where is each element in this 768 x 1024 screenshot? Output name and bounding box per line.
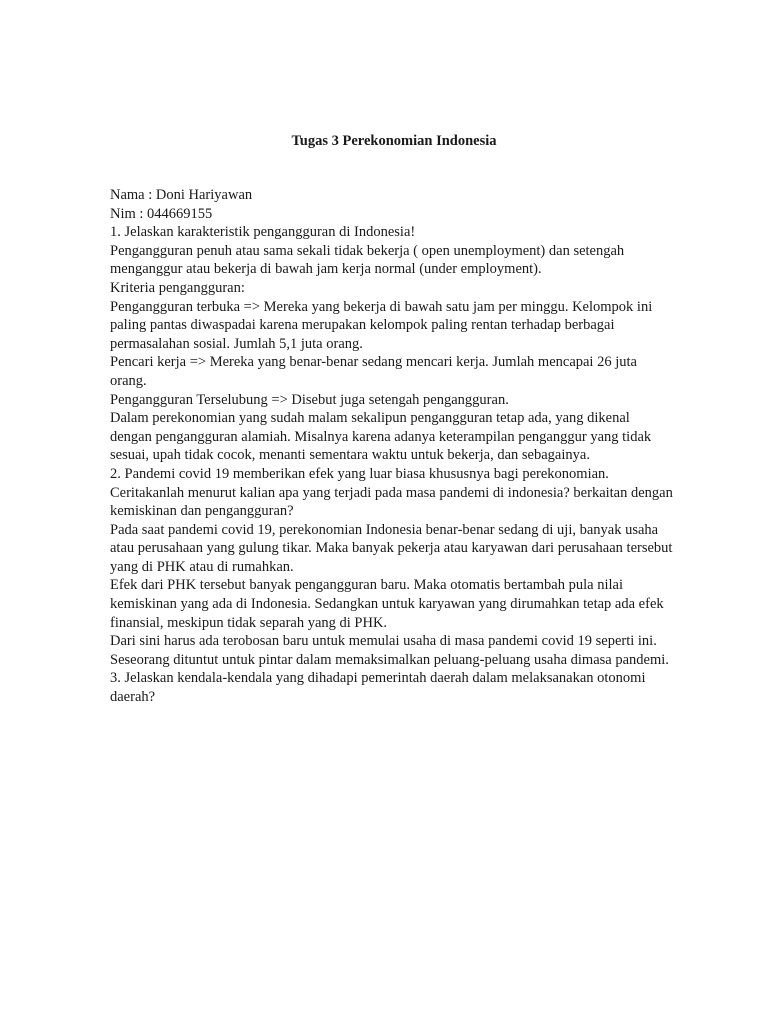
q1-paragraph: Pencari kerja => Mereka yang benar-benar sedang mencari kerja. Jumlah mencapai 26 juta orang. <box>110 354 637 389</box>
question-3: 3. Jelaskan kendala-kendala yang dihadapi pemerintah daerah dalam melaksanakan otonomi daerah? <box>110 670 646 706</box>
q2-paragraph: Efek dari PHK tersebut banyak pengangguran baru. Maka otomatis bertambah pula nilai kemiskinan yang ada di Indonesia. Sedangkan untuk karyawan yang dirumahkan tetap ada efek finansial, meskipun tidak separah yang di PHK. <box>110 577 664 631</box>
q1-paragraph: Dalam perekonomian yang sudah malam sekalipun pengangguran tetap ada, yang dikenal dengan pengangguran alamiah. Misalnya karena adanya keterampilan penganggur yang tidak sesuai, upah tidak cocok, menanti sementara waktu untuk bekerja, dan sebagainya. <box>110 410 652 464</box>
student-nim: Nim : 044669155 <box>110 205 213 222</box>
q2-paragraph: Pada saat pandemi covid 19, perekonomian Indonesia benar-benar sedang di uji, banyak usaha atau perusahaan yang gulung tikar. Maka banyak pekerja atau karyawan dari perusahaan tersebut yang di PHK atau di rumahkan. <box>110 521 673 575</box>
q2-paragraph: Dari sini harus ada terobosan baru untuk memulai usaha di masa pandemi covid 19 seperti ini. Seseorang dituntut untuk pintar dalam memaksimalkan peluang-peluang usaha dimasa pandemi. <box>110 633 669 668</box>
q1-paragraph: Pengangguran Terselubung => Disebut juga setengah pengangguran. <box>110 391 509 408</box>
document-body <box>110 186 675 707</box>
q1-paragraph: Kriteria pengangguran: <box>110 279 245 296</box>
document-title: Tugas 3 Perekonomian Indonesia <box>291 133 497 149</box>
question-1: 1. Jelaskan karakteristik pengangguran di Indonesia! <box>110 224 416 241</box>
q1-paragraph: Pengangguran penuh atau sama sekali tidak bekerja ( open unemployment) dan setengah menganggur atau bekerja di bawah jam kerja normal (under employment). <box>110 242 625 278</box>
student-name: Nama : Doni Hariyawan <box>110 187 253 203</box>
question-2: 2. Pandemi covid 19 memberikan efek yang luar biasa khususnya bagi perekonomian. Ceritakanlah menurut kalian apa yang terjadi pada masa pandemi di indonesia? berkaitan dengan kemiskinan dan pengangguran? <box>110 465 673 520</box>
q1-paragraph: Pengangguran terbuka => Mereka yang bekerja di bawah satu jam per minggu. Kelompok ini paling pantas diwaspadai karena merupakan kelompok paling rentan terhadap berbagai permasalahan sosial. Jumlah 5,1 juta orang. <box>110 298 653 352</box>
